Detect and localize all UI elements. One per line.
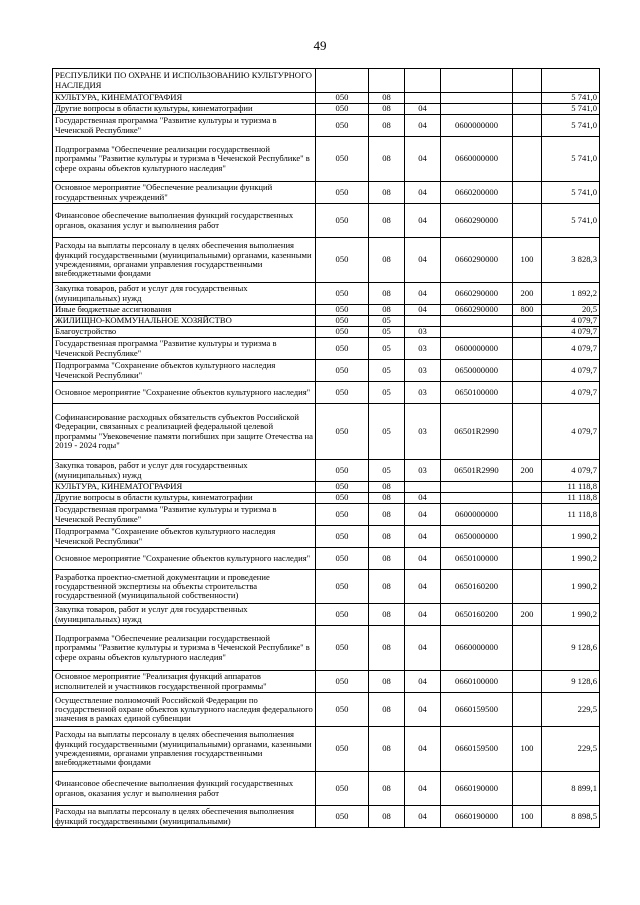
cell-name: Закупка товаров, работ и услуг для государственных (муниципальных) нужд xyxy=(53,460,316,482)
cell-pr: 04 xyxy=(405,115,441,137)
cell-ved: 050 xyxy=(316,493,369,504)
cell-vr xyxy=(513,693,542,727)
cell-csr: 0660290000 xyxy=(441,283,513,305)
cell-sum: 5 741,0 xyxy=(542,137,600,182)
cell-pr: 04 xyxy=(405,671,441,693)
cell-rz: 08 xyxy=(369,727,405,772)
cell-sum: 4 079,7 xyxy=(542,327,600,338)
cell-rz: 08 xyxy=(369,526,405,548)
budget-table xyxy=(52,68,600,828)
cell-sum: 5 741,0 xyxy=(542,204,600,238)
cell-csr: 0660290000 xyxy=(441,204,513,238)
cell-csr xyxy=(441,482,513,493)
cell-sum: 1 990,2 xyxy=(542,548,600,570)
cell-sum xyxy=(542,69,600,93)
cell-vr xyxy=(513,360,542,382)
table-row xyxy=(53,327,600,338)
cell-csr xyxy=(441,104,513,115)
cell-csr: 0660100000 xyxy=(441,671,513,693)
cell-sum: 229,5 xyxy=(542,693,600,727)
cell-csr: 0650000000 xyxy=(441,360,513,382)
cell-csr xyxy=(441,93,513,104)
cell-csr xyxy=(441,493,513,504)
cell-name: Осуществление полномочий Российской Федерации по государственной охране объектов культурного наследия федерального значения в рамках единой субвенции xyxy=(53,693,316,727)
cell-sum: 1 990,2 xyxy=(542,604,600,626)
cell-ved: 050 xyxy=(316,316,369,327)
cell-name: Основное мероприятие "Обеспечение реализации функций государственных учреждений" xyxy=(53,182,316,204)
cell-name: Благоустройство xyxy=(53,327,316,338)
page-number: 49 xyxy=(313,38,327,53)
cell-csr: 0660000000 xyxy=(441,626,513,671)
cell-name: Закупка товаров, работ и услуг для государственных (муниципальных) нужд xyxy=(53,604,316,626)
cell-name: Расходы на выплаты персоналу в целях обеспечения выполнения функций государственными (муниципальными) xyxy=(53,806,316,828)
cell-pr: 04 xyxy=(405,305,441,316)
cell-rz: 08 xyxy=(369,93,405,104)
table-row xyxy=(53,482,600,493)
cell-pr: 04 xyxy=(405,137,441,182)
cell-csr: 0660290000 xyxy=(441,238,513,283)
cell-csr: 0660200000 xyxy=(441,182,513,204)
cell-pr xyxy=(405,316,441,327)
cell-vr xyxy=(513,404,542,460)
cell-csr xyxy=(441,316,513,327)
table-row xyxy=(53,604,600,626)
cell-sum: 11 118,8 xyxy=(542,493,600,504)
cell-sum: 4 079,7 xyxy=(542,316,600,327)
cell-name: Основное мероприятие "Сохранение объектов культурного наследия" xyxy=(53,548,316,570)
cell-sum: 9 128,6 xyxy=(542,626,600,671)
table-row xyxy=(53,283,600,305)
cell-pr: 04 xyxy=(405,504,441,526)
cell-ved: 050 xyxy=(316,460,369,482)
table-row xyxy=(53,137,600,182)
cell-pr xyxy=(405,482,441,493)
cell-pr xyxy=(405,93,441,104)
cell-name: Государственная программа "Развитие культуры и туризма в Чеченской Республике" xyxy=(53,504,316,526)
table-row xyxy=(53,526,600,548)
table-row xyxy=(53,404,600,460)
cell-csr: 06501R2990 xyxy=(441,460,513,482)
cell-ved: 050 xyxy=(316,626,369,671)
table-row xyxy=(53,504,600,526)
cell-sum: 8 899,1 xyxy=(542,772,600,806)
table-row xyxy=(53,305,600,316)
cell-pr: 04 xyxy=(405,570,441,604)
cell-pr: 04 xyxy=(405,238,441,283)
table-row xyxy=(53,238,600,283)
table-row xyxy=(53,548,600,570)
cell-vr: 100 xyxy=(513,238,542,283)
cell-name: Государственная программа "Развитие культуры и туризма в Чеченской Республике" xyxy=(53,115,316,137)
cell-vr xyxy=(513,382,542,404)
cell-rz xyxy=(369,69,405,93)
cell-vr xyxy=(513,137,542,182)
cell-ved: 050 xyxy=(316,182,369,204)
cell-vr: 800 xyxy=(513,305,542,316)
cell-ved: 050 xyxy=(316,482,369,493)
cell-name: Расходы на выплаты персоналу в целях обеспечения выполнения функций государственными (муниципальными) органами, казенными учреждениями, органами управления государственными внебюджетными фондами xyxy=(53,238,316,283)
cell-rz: 08 xyxy=(369,104,405,115)
cell-rz: 08 xyxy=(369,182,405,204)
table-row xyxy=(53,316,600,327)
cell-vr xyxy=(513,327,542,338)
table-row xyxy=(53,671,600,693)
cell-sum: 4 079,7 xyxy=(542,360,600,382)
cell-name: Основное мероприятие "Реализация функций аппаратов исполнителей и участников государственной программы" xyxy=(53,671,316,693)
cell-ved: 050 xyxy=(316,338,369,360)
cell-vr: 200 xyxy=(513,460,542,482)
cell-csr: 0600000000 xyxy=(441,338,513,360)
cell-vr xyxy=(513,570,542,604)
cell-vr: 100 xyxy=(513,727,542,772)
cell-sum: 5 741,0 xyxy=(542,104,600,115)
cell-ved: 050 xyxy=(316,693,369,727)
cell-ved: 050 xyxy=(316,137,369,182)
cell-rz: 08 xyxy=(369,604,405,626)
table-row xyxy=(53,115,600,137)
table-row xyxy=(53,182,600,204)
cell-pr: 04 xyxy=(405,604,441,626)
cell-rz: 05 xyxy=(369,382,405,404)
cell-name: Финансовое обеспечение выполнения функций государственных органов, оказания услуг и выполнения работ xyxy=(53,772,316,806)
cell-sum: 4 079,7 xyxy=(542,338,600,360)
cell-name: Подпрограмма "Обеспечение реализации государственной программы "Развитие культуры и туризма в Чеченской Республике" в сфере охраны объектов культурного наследия" xyxy=(53,626,316,671)
cell-ved: 050 xyxy=(316,806,369,828)
cell-ved: 050 xyxy=(316,671,369,693)
cell-vr xyxy=(513,104,542,115)
cell-vr xyxy=(513,772,542,806)
cell-name: РЕСПУБЛИКИ ПО ОХРАНЕ И ИСПОЛЬЗОВАНИЮ КУЛЬТУРНОГО НАСЛЕДИЯ xyxy=(53,69,316,93)
cell-pr: 04 xyxy=(405,806,441,828)
cell-vr xyxy=(513,493,542,504)
cell-pr: 03 xyxy=(405,460,441,482)
cell-name: Софинансирование расходных обязательств субъектов Российской Федерации, связанных с реализацией федеральной целевой программы "Увековечение памяти погибших при защите Отечества на 2019 - 2024 годы" xyxy=(53,404,316,460)
cell-pr: 03 xyxy=(405,382,441,404)
cell-csr: 0650100000 xyxy=(441,548,513,570)
cell-pr xyxy=(405,69,441,93)
cell-sum: 20,5 xyxy=(542,305,600,316)
cell-csr: 0660290000 xyxy=(441,305,513,316)
cell-pr: 04 xyxy=(405,772,441,806)
cell-vr xyxy=(513,548,542,570)
cell-name: КУЛЬТУРА, КИНЕМАТОГРАФИЯ xyxy=(53,93,316,104)
cell-csr: 0650160200 xyxy=(441,604,513,626)
cell-sum: 3 828,3 xyxy=(542,238,600,283)
cell-rz: 08 xyxy=(369,493,405,504)
cell-ved: 050 xyxy=(316,727,369,772)
cell-sum: 1 990,2 xyxy=(542,570,600,604)
cell-name: Закупка товаров, работ и услуг для государственных (муниципальных) нужд xyxy=(53,283,316,305)
cell-pr: 04 xyxy=(405,182,441,204)
cell-rz: 05 xyxy=(369,460,405,482)
cell-ved: 050 xyxy=(316,504,369,526)
cell-vr xyxy=(513,526,542,548)
table-row xyxy=(53,93,600,104)
cell-name: Другие вопросы в области культуры, кинематографии xyxy=(53,104,316,115)
cell-rz: 08 xyxy=(369,671,405,693)
cell-name: Подпрограмма "Сохранение объектов культурного наследия Чеченской Республики" xyxy=(53,526,316,548)
cell-csr: 0600000000 xyxy=(441,115,513,137)
table-row xyxy=(53,69,600,93)
cell-name: КУЛЬТУРА, КИНЕМАТОГРАФИЯ xyxy=(53,482,316,493)
cell-name: Разработка проектно-сметной документации и проведение государственной экспертизы на объекты строительства государственной (муниципальной собственности) xyxy=(53,570,316,604)
cell-pr: 03 xyxy=(405,404,441,460)
cell-csr: 0600000000 xyxy=(441,504,513,526)
cell-name: Подпрограмма "Сохранение объектов культурного наследия Чеченской Республики" xyxy=(53,360,316,382)
table-row xyxy=(53,570,600,604)
cell-csr: 0660000000 xyxy=(441,137,513,182)
table-row xyxy=(53,727,600,772)
cell-pr: 04 xyxy=(405,693,441,727)
cell-vr xyxy=(513,671,542,693)
cell-csr: 06501R2990 xyxy=(441,404,513,460)
cell-rz: 08 xyxy=(369,504,405,526)
cell-ved: 050 xyxy=(316,115,369,137)
cell-rz: 08 xyxy=(369,305,405,316)
cell-sum: 5 741,0 xyxy=(542,182,600,204)
table-row xyxy=(53,460,600,482)
cell-rz: 08 xyxy=(369,548,405,570)
table-row xyxy=(53,338,600,360)
cell-ved: 050 xyxy=(316,382,369,404)
cell-rz: 05 xyxy=(369,316,405,327)
cell-ved: 050 xyxy=(316,604,369,626)
cell-rz: 08 xyxy=(369,772,405,806)
cell-name: Другие вопросы в области культуры, кинематографии xyxy=(53,493,316,504)
cell-rz: 05 xyxy=(369,404,405,460)
cell-pr: 04 xyxy=(405,526,441,548)
cell-vr xyxy=(513,338,542,360)
cell-ved: 050 xyxy=(316,283,369,305)
cell-rz: 08 xyxy=(369,283,405,305)
cell-ved: 050 xyxy=(316,404,369,460)
cell-sum: 1 990,2 xyxy=(542,526,600,548)
cell-csr: 0650000000 xyxy=(441,526,513,548)
cell-pr: 04 xyxy=(405,493,441,504)
cell-ved: 050 xyxy=(316,327,369,338)
cell-ved: 050 xyxy=(316,570,369,604)
cell-vr: 100 xyxy=(513,806,542,828)
cell-csr xyxy=(441,327,513,338)
cell-sum: 5 741,0 xyxy=(542,93,600,104)
cell-vr: 200 xyxy=(513,604,542,626)
cell-rz: 05 xyxy=(369,360,405,382)
cell-vr xyxy=(513,626,542,671)
cell-vr xyxy=(513,182,542,204)
cell-sum: 229,5 xyxy=(542,727,600,772)
cell-pr: 04 xyxy=(405,104,441,115)
cell-name: Государственная программа "Развитие культуры и туризма в Чеченской Республике" xyxy=(53,338,316,360)
table-row xyxy=(53,626,600,671)
cell-pr: 03 xyxy=(405,360,441,382)
cell-ved: 050 xyxy=(316,93,369,104)
table-row xyxy=(53,204,600,238)
cell-sum: 4 079,7 xyxy=(542,460,600,482)
cell-rz: 08 xyxy=(369,238,405,283)
table-row xyxy=(53,382,600,404)
cell-csr: 0650160200 xyxy=(441,570,513,604)
cell-vr: 200 xyxy=(513,283,542,305)
cell-vr xyxy=(513,93,542,104)
cell-ved: 050 xyxy=(316,548,369,570)
cell-ved: 050 xyxy=(316,204,369,238)
cell-rz: 05 xyxy=(369,327,405,338)
cell-rz: 08 xyxy=(369,137,405,182)
cell-name: ЖИЛИЩНО-КОММУНАЛЬНОЕ ХОЗЯЙСТВО xyxy=(53,316,316,327)
cell-pr: 04 xyxy=(405,548,441,570)
cell-sum: 5 741,0 xyxy=(542,115,600,137)
table-row xyxy=(53,693,600,727)
cell-ved: 050 xyxy=(316,305,369,316)
cell-rz: 08 xyxy=(369,115,405,137)
table-row xyxy=(53,360,600,382)
cell-name: Расходы на выплаты персоналу в целях обеспечения выполнения функций государственными (муниципальными) органами, казенными учреждениями, органами управления государственными внебюджетными фондами xyxy=(53,727,316,772)
cell-vr xyxy=(513,482,542,493)
cell-csr: 0650100000 xyxy=(441,382,513,404)
cell-sum: 1 892,2 xyxy=(542,283,600,305)
cell-sum: 11 118,8 xyxy=(542,482,600,493)
cell-csr: 0660190000 xyxy=(441,806,513,828)
cell-sum: 4 079,7 xyxy=(542,382,600,404)
cell-name: Иные бюджетные ассигнования xyxy=(53,305,316,316)
cell-vr xyxy=(513,69,542,93)
cell-rz: 08 xyxy=(369,806,405,828)
cell-csr xyxy=(441,69,513,93)
cell-vr xyxy=(513,504,542,526)
cell-sum: 4 079,7 xyxy=(542,404,600,460)
cell-csr: 0660190000 xyxy=(441,772,513,806)
cell-sum: 8 898,5 xyxy=(542,806,600,828)
cell-pr: 04 xyxy=(405,727,441,772)
cell-pr: 04 xyxy=(405,204,441,238)
cell-rz: 08 xyxy=(369,204,405,238)
cell-pr: 03 xyxy=(405,327,441,338)
cell-ved xyxy=(316,69,369,93)
table-row xyxy=(53,772,600,806)
table-row xyxy=(53,493,600,504)
cell-csr: 0660159500 xyxy=(441,693,513,727)
cell-ved: 050 xyxy=(316,104,369,115)
table-row xyxy=(53,104,600,115)
cell-name: Подпрограмма "Обеспечение реализации государственной программы "Развитие культуры и туризма в Чеченской Республике" в сфере охраны объектов культурного наследия" xyxy=(53,137,316,182)
cell-vr xyxy=(513,316,542,327)
cell-sum: 11 118,8 xyxy=(542,504,600,526)
cell-pr: 04 xyxy=(405,626,441,671)
cell-sum: 9 128,6 xyxy=(542,671,600,693)
cell-ved: 050 xyxy=(316,360,369,382)
cell-rz: 08 xyxy=(369,626,405,671)
cell-rz: 05 xyxy=(369,338,405,360)
cell-vr xyxy=(513,115,542,137)
cell-rz: 08 xyxy=(369,482,405,493)
cell-ved: 050 xyxy=(316,238,369,283)
cell-vr xyxy=(513,204,542,238)
cell-ved: 050 xyxy=(316,526,369,548)
cell-ved: 050 xyxy=(316,772,369,806)
cell-name: Финансовое обеспечение выполнения функций государственных органов, оказания услуг и выполнения работ xyxy=(53,204,316,238)
cell-pr: 04 xyxy=(405,283,441,305)
cell-csr: 0660159500 xyxy=(441,727,513,772)
table-row xyxy=(53,806,600,828)
cell-pr: 03 xyxy=(405,338,441,360)
cell-name: Основное мероприятие "Сохранение объектов культурного наследия" xyxy=(53,382,316,404)
cell-rz: 08 xyxy=(369,693,405,727)
cell-rz: 08 xyxy=(369,570,405,604)
